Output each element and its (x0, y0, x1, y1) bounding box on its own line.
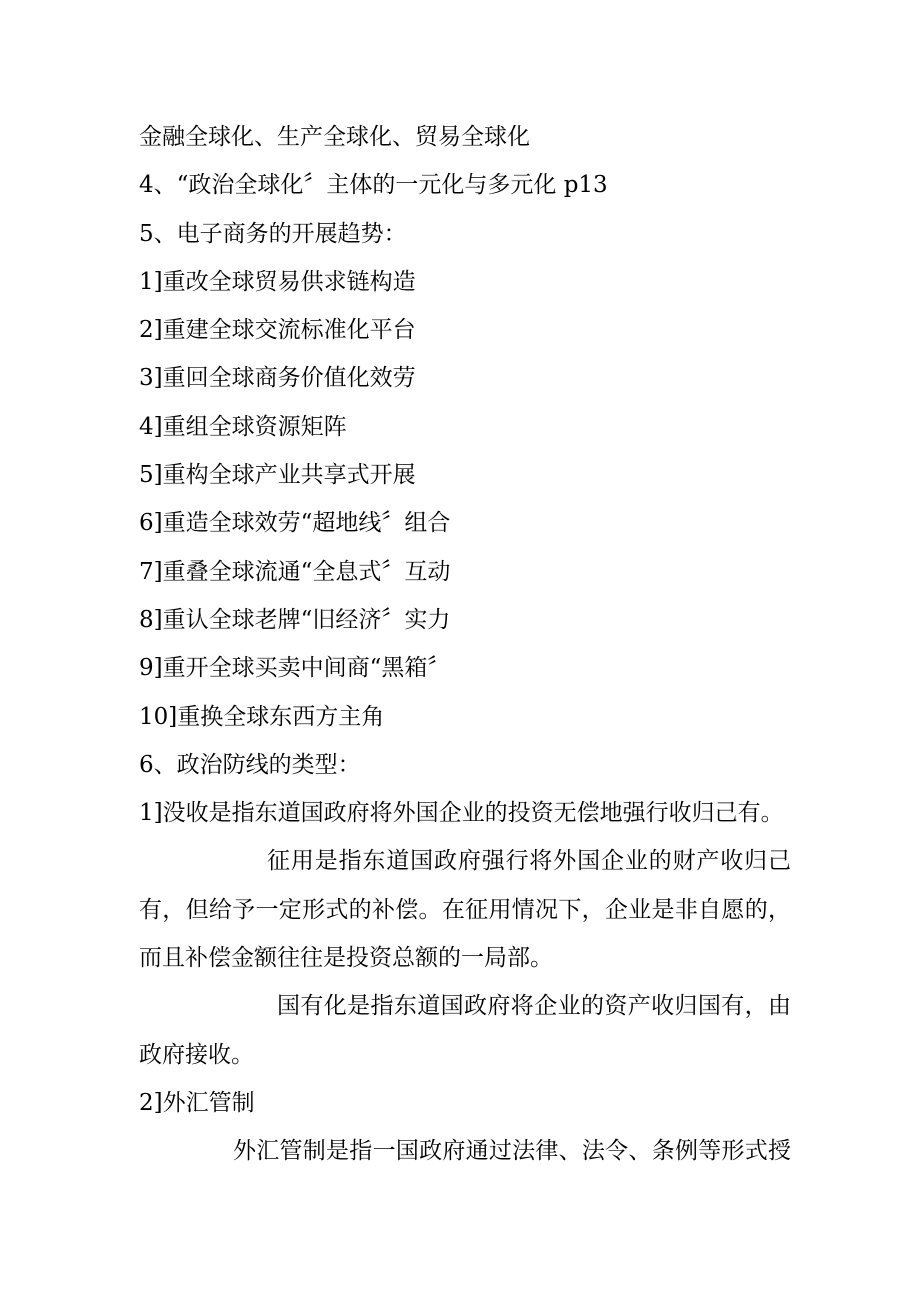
paragraph-line: 政府接收。 (139, 1041, 254, 1068)
list-item: 3]重回全球商务价值化效劳 (139, 365, 416, 392)
list-item: 7]重叠全球流通“全息式〞互动 (139, 558, 451, 585)
list-item: 4]重组全球资源矩阵 (139, 413, 347, 440)
list-item: 10]重换全球东西方主角 (139, 703, 385, 730)
list-item: 6]重造全球效劳“超地线〞组合 (139, 510, 451, 537)
list-item: 2]重建全球交流标准化平台 (139, 317, 416, 344)
list-item: 8]重认全球老牌“旧经济〞实力 (139, 606, 451, 633)
paragraph-line: 而且补偿金额往往是投资总额的一局部。 (139, 945, 553, 972)
list-item: 5]重构全球产业共享式开展 (139, 462, 416, 489)
text-line: 金融全球化、生产全球化、贸易全球化 (139, 124, 530, 150)
paragraph-line: 有，但给予一定形式的补偿。在征用情况下，企业是非自愿的， (139, 896, 791, 923)
document-body (139, 113, 791, 1176)
heading-political-defense-types: 6、政治防线的类型： (139, 751, 361, 778)
paragraph-line: 国有化是指东道国政府将企业的资产收归国有，由 (277, 993, 791, 1020)
paragraph-line: 征用是指东道国政府强行将外国企业的财产收归己 (267, 848, 791, 875)
list-item: 9]重开全球买卖中间商“黑箱〞 (139, 655, 451, 682)
paragraph-line: 外汇管制是指一国政府通过法律、法令、条例等形式授 (233, 1138, 791, 1165)
heading-ecommerce-trends: 5、电子商务的开展趋势： (139, 220, 407, 247)
heading-political-globalization: 4、“政治全球化〞主体的一元化与多元化 p13 (139, 172, 608, 199)
paragraph-line: 1]没收是指东道国政府将外国企业的投资无偿地强行收归己有。 (139, 800, 784, 827)
list-item: 1]重改全球贸易供求链构造 (139, 268, 416, 295)
subheading-foreign-exchange-control: 2]外汇管制 (139, 1089, 255, 1116)
